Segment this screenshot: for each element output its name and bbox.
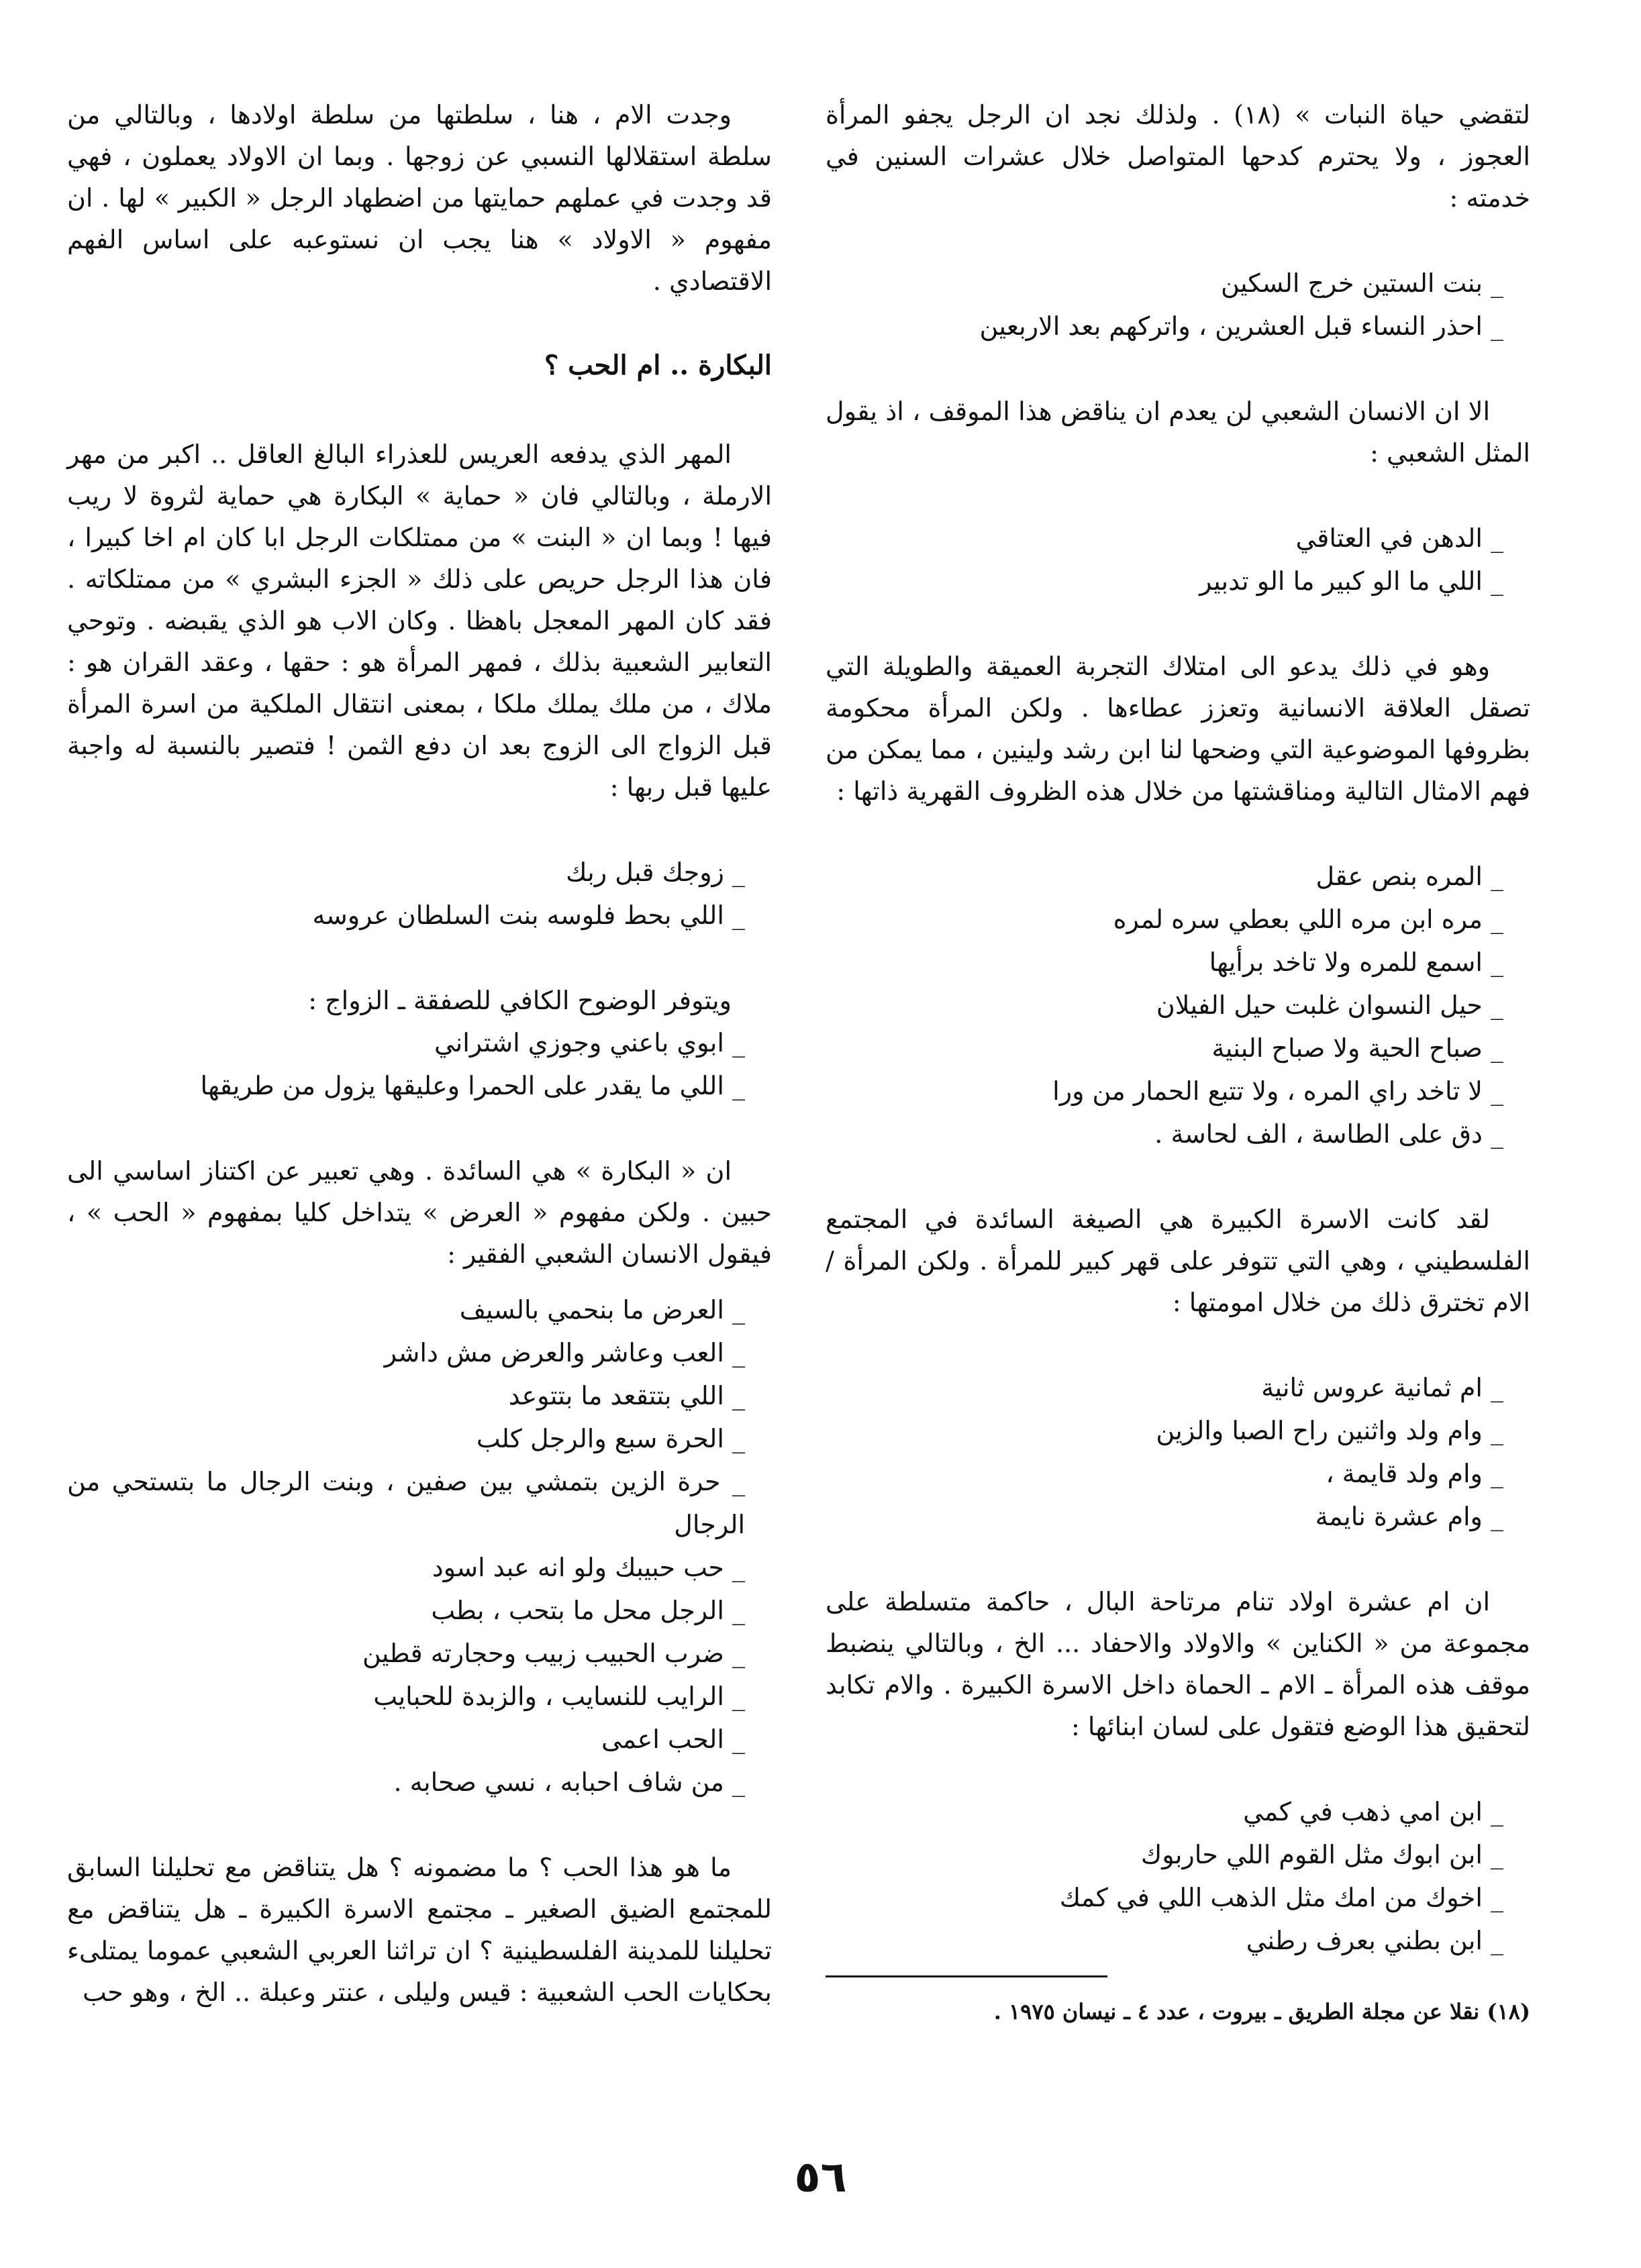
proverb-item: _ الرايب للنسايب ، والزبدة للحبايب <box>67 1675 745 1718</box>
proverb-item: _ وام ولد قايمة ، <box>826 1452 1503 1495</box>
proverb-list <box>67 1021 772 1107</box>
left-column <box>67 94 772 2056</box>
proverb-item: _ اللي ما يقدر على الحمرا وعليقها يزول من طريقها <box>67 1064 745 1107</box>
proverb-item: _ الرجل محل ما بتحب ، بطب <box>67 1589 745 1632</box>
paragraph: ان ام عشرة اولاد تنام مرتاحة البال ، حاكمة متسلطة على مجموعة من « الكناين » والاولاد والاحفاد ... الخ ، وبالتالي ينضبط موقف هذه المرأة ـ الام ـ الحماة داخل الاسرة الكبيرة . والام تكابد لتحقيق هذا الوضع فتقول على لسان ابنائها : <box>826 1587 1530 1741</box>
proverb-item: _ صباح الحية ولا صباح البنية <box>826 1027 1503 1070</box>
paragraph: وجدت الام ، هنا ، سلطتها من سلطة اولادها ، وبالتالي من سلطة استقلالها النسبي عن زوجها . وبما ان الاولاد يعملون ، فهي قد وجدت في عملهم حمايتها من اضطهاد الرجل « الكبير » لها . ان مفهوم « الاولاد » هنا يجب ان نستوعبه على اساس الفهم الاقتصادي . <box>67 100 772 296</box>
proverb-item: _ وام عشرة نايمة <box>826 1495 1503 1538</box>
proverb-item: _ اللي بحط فلوسه بنت السلطان عروسه <box>67 894 745 937</box>
paragraph: وهو في ذلك يدعو الى امتلاك التجربة العميقة والطويلة التي تصقل العلاقة الانسانية وتعزز عطاءها . ولكن المرأة محكومة بظروفها الموضوعية التي وضحها لنا ابن رشد ولينين ، مما يمكن من فهم الامثال التالية ومناقشتها من خلال هذه الظروف القهرية ذاتها : <box>826 652 1530 806</box>
proverb-item: _ العب وعاشر والعرض مش داشر <box>67 1331 745 1374</box>
proverb-item: _ لا تاخد راي المره ، ولا تتبع الحمار من ورا <box>826 1070 1503 1113</box>
proverb-item: _ الحب اعمى <box>67 1718 745 1761</box>
right-column <box>826 94 1530 2028</box>
proverb-item: _ حيل النسوان غلبت حيل الفيلان <box>826 984 1503 1027</box>
proverb-item: _ ابوي باعني وجوزي اشتراني <box>67 1021 745 1064</box>
proverb-list <box>826 1790 1530 1962</box>
section-heading: البكارة .. ام الحب ؟ <box>544 350 772 381</box>
proverb-item: _ ابن امي ذهب في كمي <box>826 1790 1503 1833</box>
proverb-item: _ اسمع للمره ولا تاخد برأيها <box>826 941 1503 984</box>
proverb-item: _ وام ولد واثنين راح الصبا والزين <box>826 1409 1503 1452</box>
proverb-item: _ من شاف احبابه ، نسي صحابه . <box>67 1761 745 1804</box>
proverb-item: _ بنت الستين خرج السكين <box>826 262 1503 305</box>
proverb-list <box>826 1366 1530 1538</box>
proverb-item: _ ام ثمانية عروس ثانية <box>826 1366 1503 1409</box>
proverb-item: _ العرض ما بنحمي بالسيف <box>67 1288 745 1331</box>
proverb-item: _ دق على الطاسة ، الف لحاسة . <box>826 1113 1503 1155</box>
proverb-item: _ ضرب الحبيب زبيب وحجارته قطين <box>67 1632 745 1675</box>
paragraph: ان « البكارة » هي السائدة . وهي تعبير عن اكتناز اساسي الى حبين . ولكن مفهوم « العرض » يتداخل كليا بمفهوم « الحب » ، فيقول الانسان الشعبي الفقير : <box>67 1156 772 1269</box>
proverb-item: _ اخوك من امك مثل الذهب اللي في كمك <box>826 1876 1503 1919</box>
proverb-item: _ الحرة سبع والرجل كلب <box>67 1417 745 1460</box>
proverb-item: _ ابن ابوك مثل القوم اللي حاربوك <box>826 1833 1503 1876</box>
paragraph: المهر الذي يدفعه العريس للعذراء البالغ العاقل .. اكبر من مهر الارملة ، وبالتالي فان « حماية » البكارة هي حماية لثروة لا ريب فيها ! وبما ان « البنت » من ممتلكات الرجل ابا كان ام اخا كبيرا ، فان هذا الرجل حريص على ذلك « الجزء البشري » من ممتلكاته . فقد كان المهر المعجل باهظا . وكان الاب هو الذي يقبضه . وتوحي التعابير الشعبية بذلك ، فمهر المرأة هو : حقها ، وعقد القران هو : ملاك ، من ملك يملك ملكا ، بمعنى انتقال الملكية من اسرة المرأة قبل الزواج الى الزوج بعد ان دفع الثمن ! فتصير بالنسبة له واجبة عليها قبل ربها : <box>67 440 772 802</box>
paragraph: الا ان الانسان الشعبي لن يعدم ان يناقض هذا الموقف ، اذ يقول المثل الشعبي : <box>826 397 1530 468</box>
proverb-item: _ حرة الزين بتمشي بين صفين ، وبنت الرجال ما بتستحي من الرجال <box>67 1460 745 1546</box>
proverb-list <box>826 262 1530 348</box>
proverb-item: _ المره بنص عقل <box>826 855 1503 898</box>
proverb-list <box>826 517 1530 603</box>
proverb-list <box>67 1288 772 1804</box>
proverb-list <box>826 855 1530 1155</box>
proverb-list <box>67 851 772 937</box>
proverb-item: _ زوجك قبل ربك <box>67 851 745 894</box>
proverb-item: _ حب حبيبك ولو انه عبد اسود <box>67 1546 745 1589</box>
footnote: (١٨) نقلا عن مجلة الطريق ـ بيروت ، عدد ٤ ـ نيسان ١٩٧٥ . <box>993 1999 1530 2024</box>
page-number: ٥٦ <box>794 2153 847 2202</box>
proverb-item: _ اللي بتتقعد ما بتتوعد <box>67 1374 745 1417</box>
paragraph: ما هو هذا الحب ؟ ما مضمونه ؟ هل يتناقض مع تحليلنا السابق للمجتمع الضيق الصغير ـ مجتمع الاسرة الكبيرة ـ هل يتناقض مع تحليلنا للمدينة الفلسطينية ؟ ان تراثنا العربي الشعبي عموما يمتلىء بحكايات الحب الشعبية : قيس وليلى ، عنتر وعبلة .. الخ ، وهو حب <box>67 1853 772 2007</box>
proverb-item: _ احذر النساء قبل العشرين ، واتركهم بعد الاربعين <box>826 305 1503 348</box>
paragraph: لقد كانت الاسرة الكبيرة هي الصيغة السائدة في المجتمع الفلسطيني ، وهي التي تتوفر على قهر كبير للمرأة . ولكن المرأة / الام تخترق ذلك من خلال امومتها : <box>826 1204 1530 1317</box>
proverb-item: _ ابن بطني بعرف رطني <box>826 1919 1503 1962</box>
proverb-item: _ مره ابن مره اللي بعطي سره لمره <box>826 898 1503 941</box>
paragraph: لتقضي حياة النبات » (١٨) . ولذلك نجد ان الرجل يجفو المرأة العجوز ، ولا يحترم كدحها المتواصل خلال عشرات السنين في خدمته : <box>826 100 1530 213</box>
paragraph: ويتوفر الوضوح الكافي للصفقة ـ الزواج : <box>308 986 732 1015</box>
footnote-divider <box>826 1975 1107 1977</box>
proverb-item: _ الدهن في العتاقي <box>826 517 1503 560</box>
proverb-item: _ اللي ما الو كبير ما الو تدبير <box>826 560 1503 603</box>
